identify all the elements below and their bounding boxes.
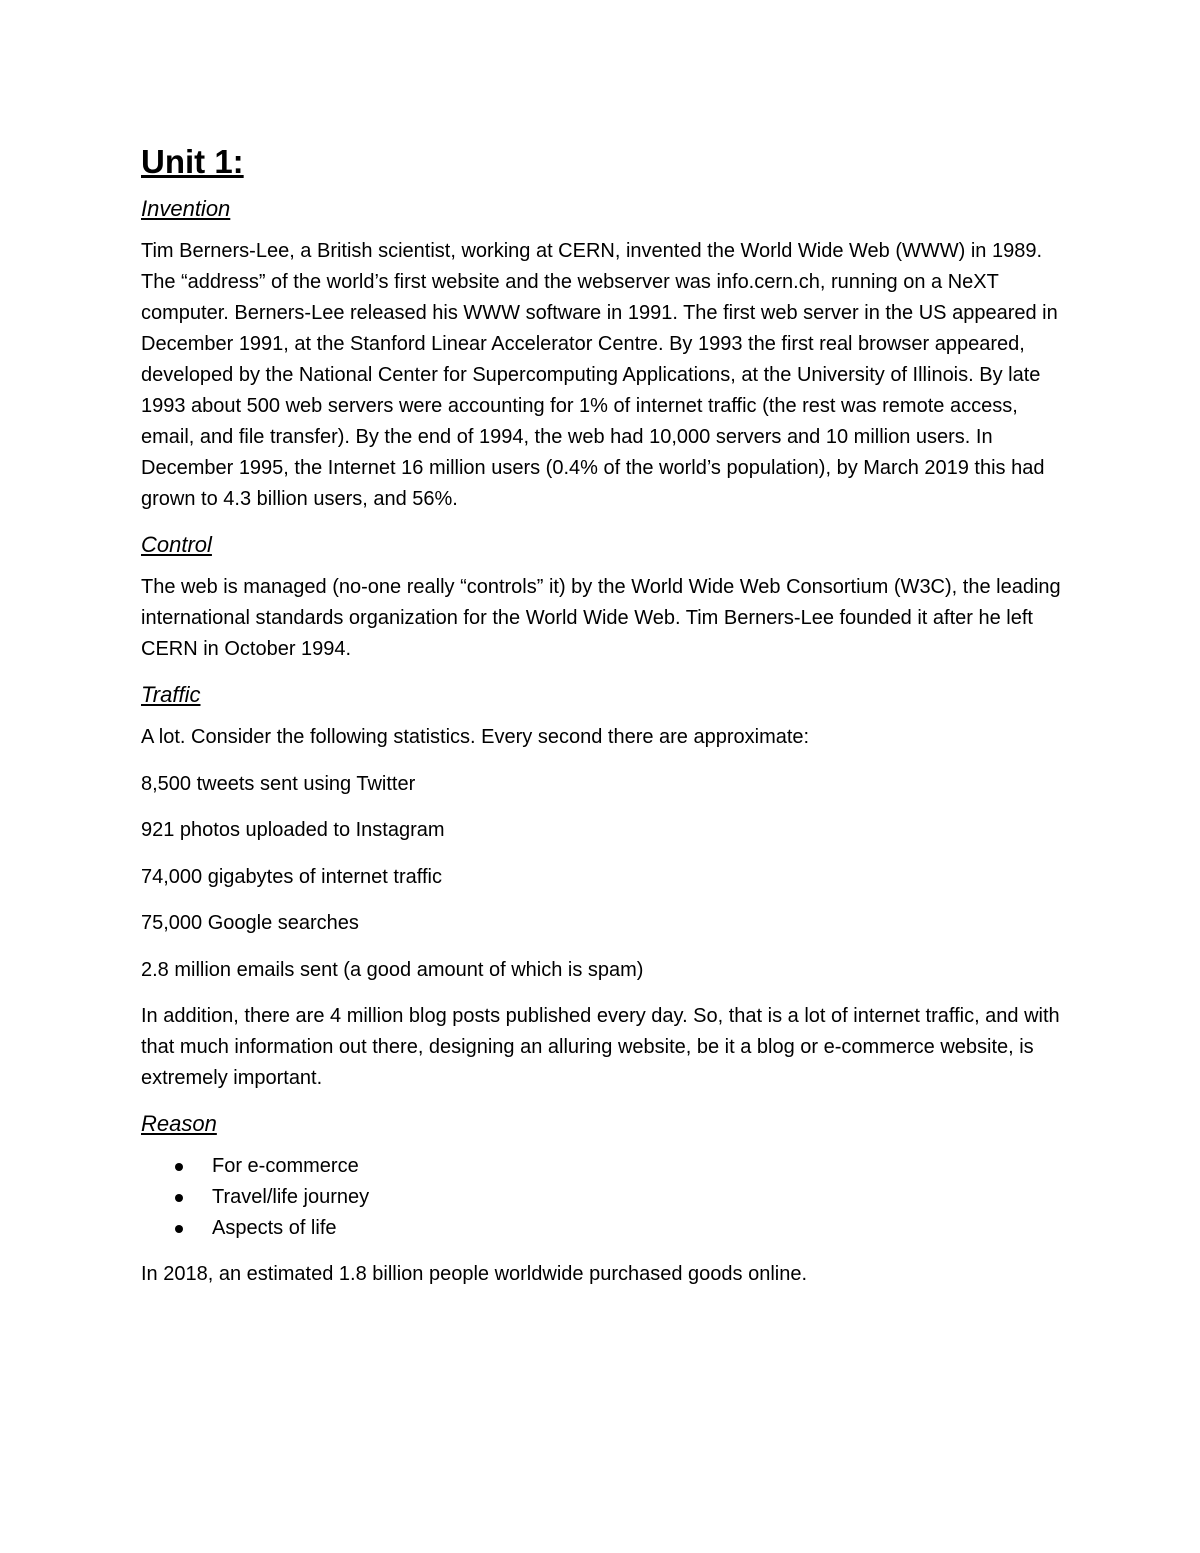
list-item-text: Aspects of life [212,1217,337,1239]
section-traffic [141,680,1066,1094]
bullet-icon [175,1163,183,1171]
section-control [141,530,1066,665]
list-item [141,1213,1066,1244]
section-reason [141,1109,1066,1290]
section-heading-invention: Invention [141,196,231,221]
reason-closing-paragraph: In 2018, an estimated 1.8 billion people worldwide purchased goods online. [141,1263,808,1285]
traffic-stat: 74,000 gigabytes of internet traffic [141,865,442,888]
section-heading-control: Control [141,532,212,557]
traffic-stat: 8,500 tweets sent using Twitter [141,772,416,795]
traffic-intro: A lot. Consider the following statistics. Every second there are approximate: [141,726,810,748]
document-page [141,140,1066,1305]
list-item [141,1182,1066,1213]
section-heading-reason: Reason [141,1111,217,1136]
list-item [141,1151,1066,1182]
bullet-icon [175,1225,183,1233]
list-item-text: For e-commerce [212,1155,359,1177]
section-heading-traffic: Traffic [141,682,201,707]
traffic-stat: 2.8 million emails sent (a good amount of which is spam) [141,958,644,981]
traffic-stat: 75,000 Google searches [141,912,359,934]
traffic-stat: 921 photos uploaded to Instagram [141,819,445,841]
invention-paragraph: Tim Berners-Lee, a British scientist, working at CERN, invented the World Wide Web (WWW) in 1989. The “address” of the world’s first website and the webserver was info.cern.ch, running on a NeXT computer. Berners-Lee released his WWW software in 1991. The first web server in the US appeared in December 1991, at the Stanford Linear Accelerator Centre. By 1993 the first real browser appeared, developed by the National Center for Supercomputing Applications, at the University of Illinois. By late 1993 about 500 web servers were accounting for 1% of internet traffic (the rest was remote access, email, and file transfer). By the end of 1994, the web had 10,000 servers and 10 million users. In December 1995, the Internet 16 million users (0.4% of the world’s population), by March 2019 this had grown to 4.3 billion users, and 56%. [141,240,1058,510]
bullet-icon [175,1194,183,1202]
section-invention [141,194,1066,515]
traffic-closing-paragraph: In addition, there are 4 million blog posts published every day. So, that is a lot of internet traffic, and with that much information out there, designing an alluring website, be it a blog or e-commerce website, is extremely important. [141,1005,1060,1089]
document-title: Unit 1: [141,143,244,180]
control-paragraph: The web is managed (no-one really “controls” it) by the World Wide Web Consortium (W3C), the leading international standards organization for the World Wide Web. Tim Berners-Lee founded it after he left CERN in October 1994. [141,576,1061,660]
reason-bullet-list [141,1151,1066,1244]
list-item-text: Travel/life journey [212,1186,370,1208]
